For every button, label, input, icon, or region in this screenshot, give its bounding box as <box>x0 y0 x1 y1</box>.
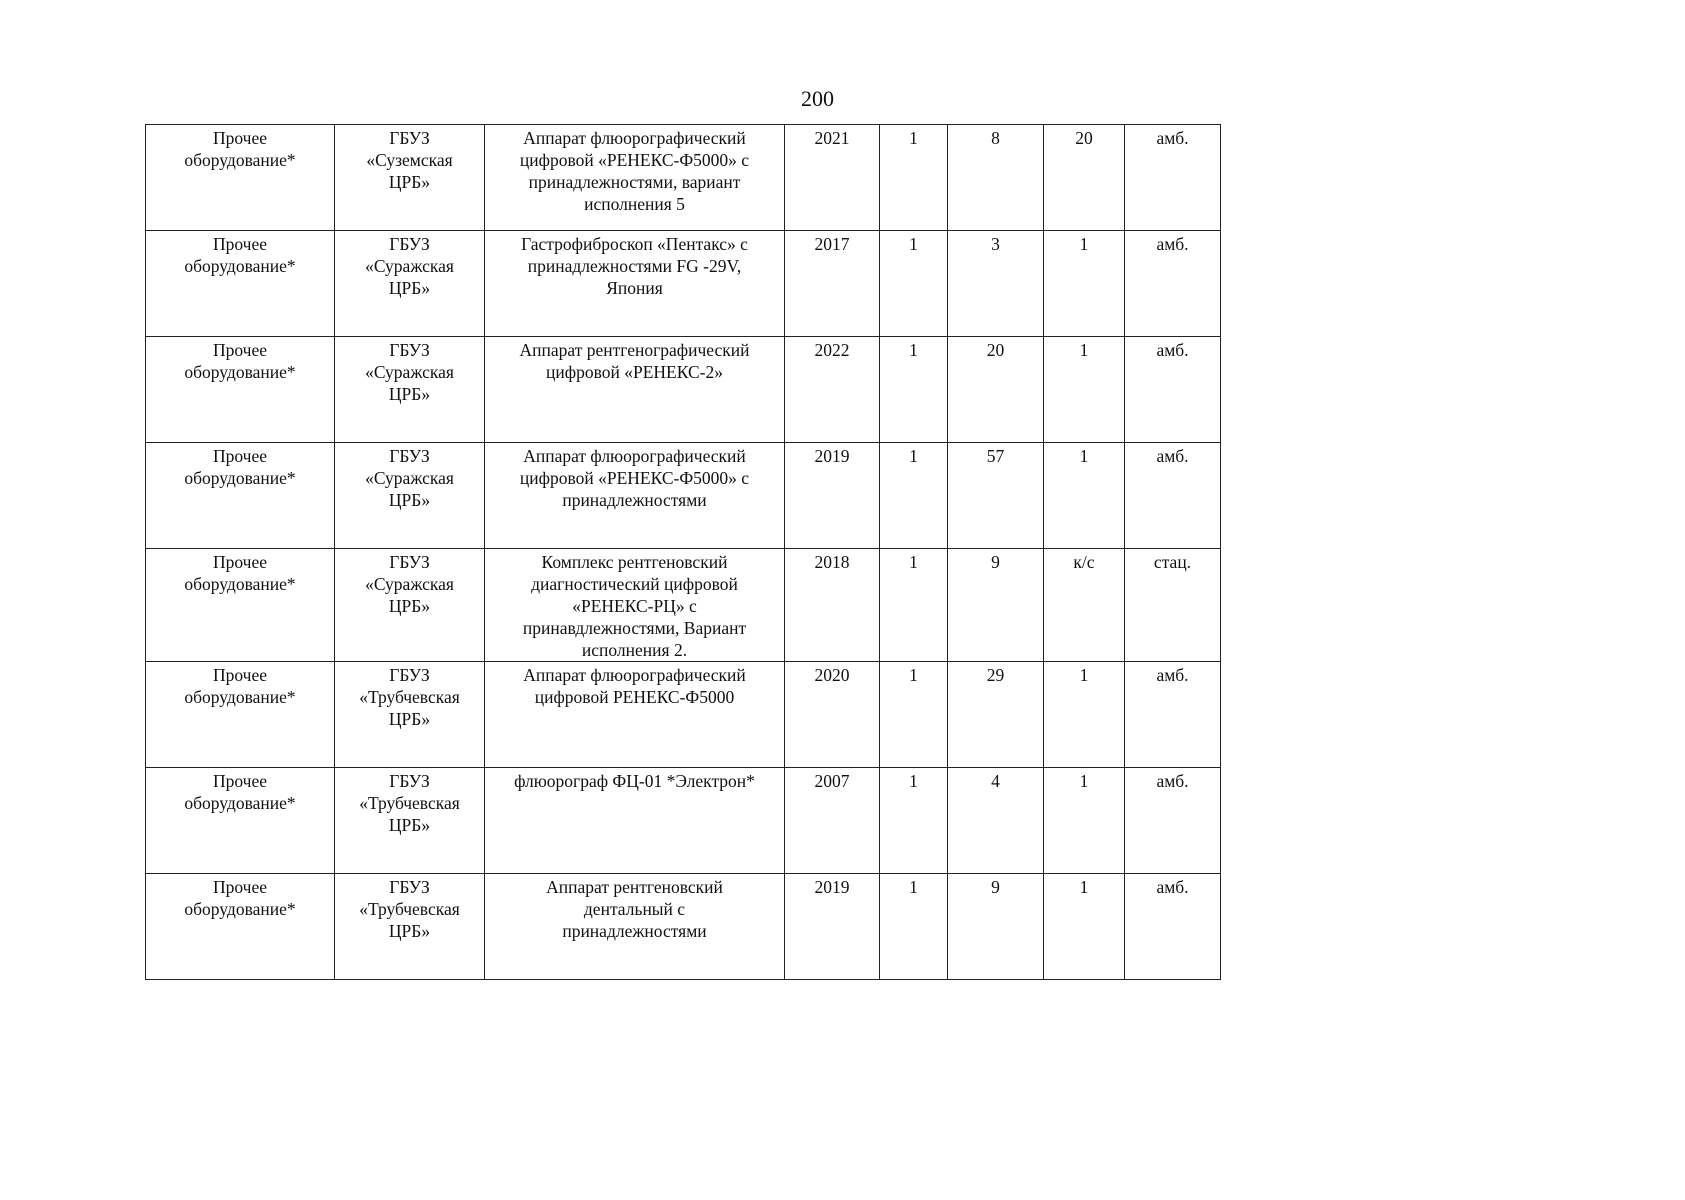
care-type-cell: амб. <box>1125 768 1221 874</box>
value-cell: 9 <box>948 549 1044 662</box>
equipment-table <box>145 124 1221 980</box>
quantity-cell: 1 <box>880 549 948 662</box>
organization-cell: ГБУЗ «Суражская ЦРБ» <box>335 231 485 337</box>
table-row <box>146 768 1221 874</box>
table-row <box>146 549 1221 662</box>
category-cell: Прочее оборудование* <box>146 662 335 768</box>
year-cell: 2020 <box>785 662 880 768</box>
organization-cell: ГБУЗ «Суражская ЦРБ» <box>335 337 485 443</box>
value-cell: 1 <box>1044 874 1125 980</box>
equipment-cell: Аппарат рентгенографический цифровой «РЕНЕКС-2» <box>485 337 785 443</box>
category-cell: Прочее оборудование* <box>146 337 335 443</box>
care-type-cell: стац. <box>1125 549 1221 662</box>
care-type-cell: амб. <box>1125 662 1221 768</box>
quantity-cell: 1 <box>880 768 948 874</box>
care-type-cell: амб. <box>1125 125 1221 231</box>
year-cell: 2018 <box>785 549 880 662</box>
value-cell: 57 <box>948 443 1044 549</box>
care-type-cell: амб. <box>1125 443 1221 549</box>
year-cell: 2022 <box>785 337 880 443</box>
category-cell: Прочее оборудование* <box>146 443 335 549</box>
value-cell: 20 <box>1044 125 1125 231</box>
equipment-cell: Комплекс рентгеновский диагностический цифровой «РЕНЕКС-РЦ» с принавдлежностями, Вариант исполнения 2. <box>485 549 785 662</box>
organization-cell: ГБУЗ «Суражская ЦРБ» <box>335 443 485 549</box>
value-cell: 20 <box>948 337 1044 443</box>
organization-cell: ГБУЗ «Трубчевская ЦРБ» <box>335 662 485 768</box>
category-cell: Прочее оборудование* <box>146 549 335 662</box>
table-row <box>146 125 1221 231</box>
value-cell: 1 <box>1044 443 1125 549</box>
category-cell: Прочее оборудование* <box>146 231 335 337</box>
care-type-cell: амб. <box>1125 337 1221 443</box>
value-cell: 9 <box>948 874 1044 980</box>
value-cell: к/с <box>1044 549 1125 662</box>
value-cell: 3 <box>948 231 1044 337</box>
organization-cell: ГБУЗ «Трубчевская ЦРБ» <box>335 768 485 874</box>
organization-cell: ГБУЗ «Суражская ЦРБ» <box>335 549 485 662</box>
value-cell: 29 <box>948 662 1044 768</box>
value-cell: 1 <box>1044 337 1125 443</box>
year-cell: 2021 <box>785 125 880 231</box>
category-cell: Прочее оборудование* <box>146 874 335 980</box>
table-row <box>146 231 1221 337</box>
care-type-cell: амб. <box>1125 231 1221 337</box>
table-row <box>146 337 1221 443</box>
category-cell: Прочее оборудование* <box>146 768 335 874</box>
quantity-cell: 1 <box>880 337 948 443</box>
organization-cell: ГБУЗ «Трубчевская ЦРБ» <box>335 874 485 980</box>
quantity-cell: 1 <box>880 231 948 337</box>
quantity-cell: 1 <box>880 874 948 980</box>
table-row <box>146 443 1221 549</box>
table-row <box>146 662 1221 768</box>
value-cell: 8 <box>948 125 1044 231</box>
year-cell: 2007 <box>785 768 880 874</box>
year-cell: 2017 <box>785 231 880 337</box>
equipment-cell: Гастрофиброскоп «Пентакс» с принадлежностями FG -29V, Япония <box>485 231 785 337</box>
quantity-cell: 1 <box>880 443 948 549</box>
year-cell: 2019 <box>785 874 880 980</box>
value-cell: 1 <box>1044 768 1125 874</box>
quantity-cell: 1 <box>880 662 948 768</box>
value-cell: 1 <box>1044 231 1125 337</box>
value-cell: 1 <box>1044 662 1125 768</box>
table-row <box>146 874 1221 980</box>
category-cell: Прочее оборудование* <box>146 125 335 231</box>
value-cell: 4 <box>948 768 1044 874</box>
year-cell: 2019 <box>785 443 880 549</box>
equipment-cell: Аппарат флюорографический цифровой «РЕНЕКС-Ф5000» с принадлежностями <box>485 443 785 549</box>
equipment-cell: Аппарат флюорографический цифровой РЕНЕКС-Ф5000 <box>485 662 785 768</box>
organization-cell: ГБУЗ «Суземская ЦРБ» <box>335 125 485 231</box>
quantity-cell: 1 <box>880 125 948 231</box>
equipment-cell: Аппарат рентгеновский дентальный с принадлежностями <box>485 874 785 980</box>
equipment-cell: флюорограф ФЦ-01 *Электрон* <box>485 768 785 874</box>
equipment-cell: Аппарат флюорографический цифровой «РЕНЕКС-Ф5000» с принадлежностями, вариант исполнения 5 <box>485 125 785 231</box>
page-number: 200 <box>801 86 834 111</box>
care-type-cell: амб. <box>1125 874 1221 980</box>
